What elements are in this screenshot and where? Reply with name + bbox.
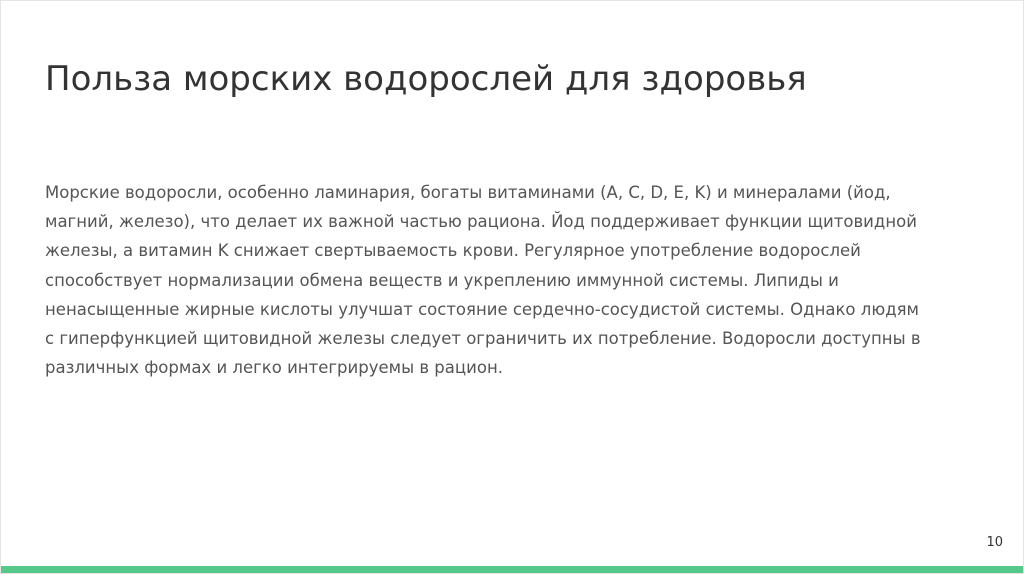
page-number: 10 <box>986 535 1003 550</box>
slide-title: Польза морских водорослей для здоровья <box>45 59 807 99</box>
bottom-accent-bar <box>1 566 1023 573</box>
slide-body-text: Морские водоросли, особенно ламинария, богаты витаминами (A, C, D, E, K) и минералами (йод, магний, железо), что делает их важной частью рациона. Йод поддерживает функции щитовидной железы, а витамин K снижает свертываемость крови. Регулярное употребление водорослей способствует нормализации обмена веществ и укреплению иммунной системы. Липиды и ненасыщенные жирные кислоты улучшат состояние сердечно-сосудистой системы. Однако людям с гиперфункцией щитовидной железы следует ограничить их потребление. Водоросли доступны в различных формах и легко интегрируемы в рацион. <box>45 183 921 378</box>
